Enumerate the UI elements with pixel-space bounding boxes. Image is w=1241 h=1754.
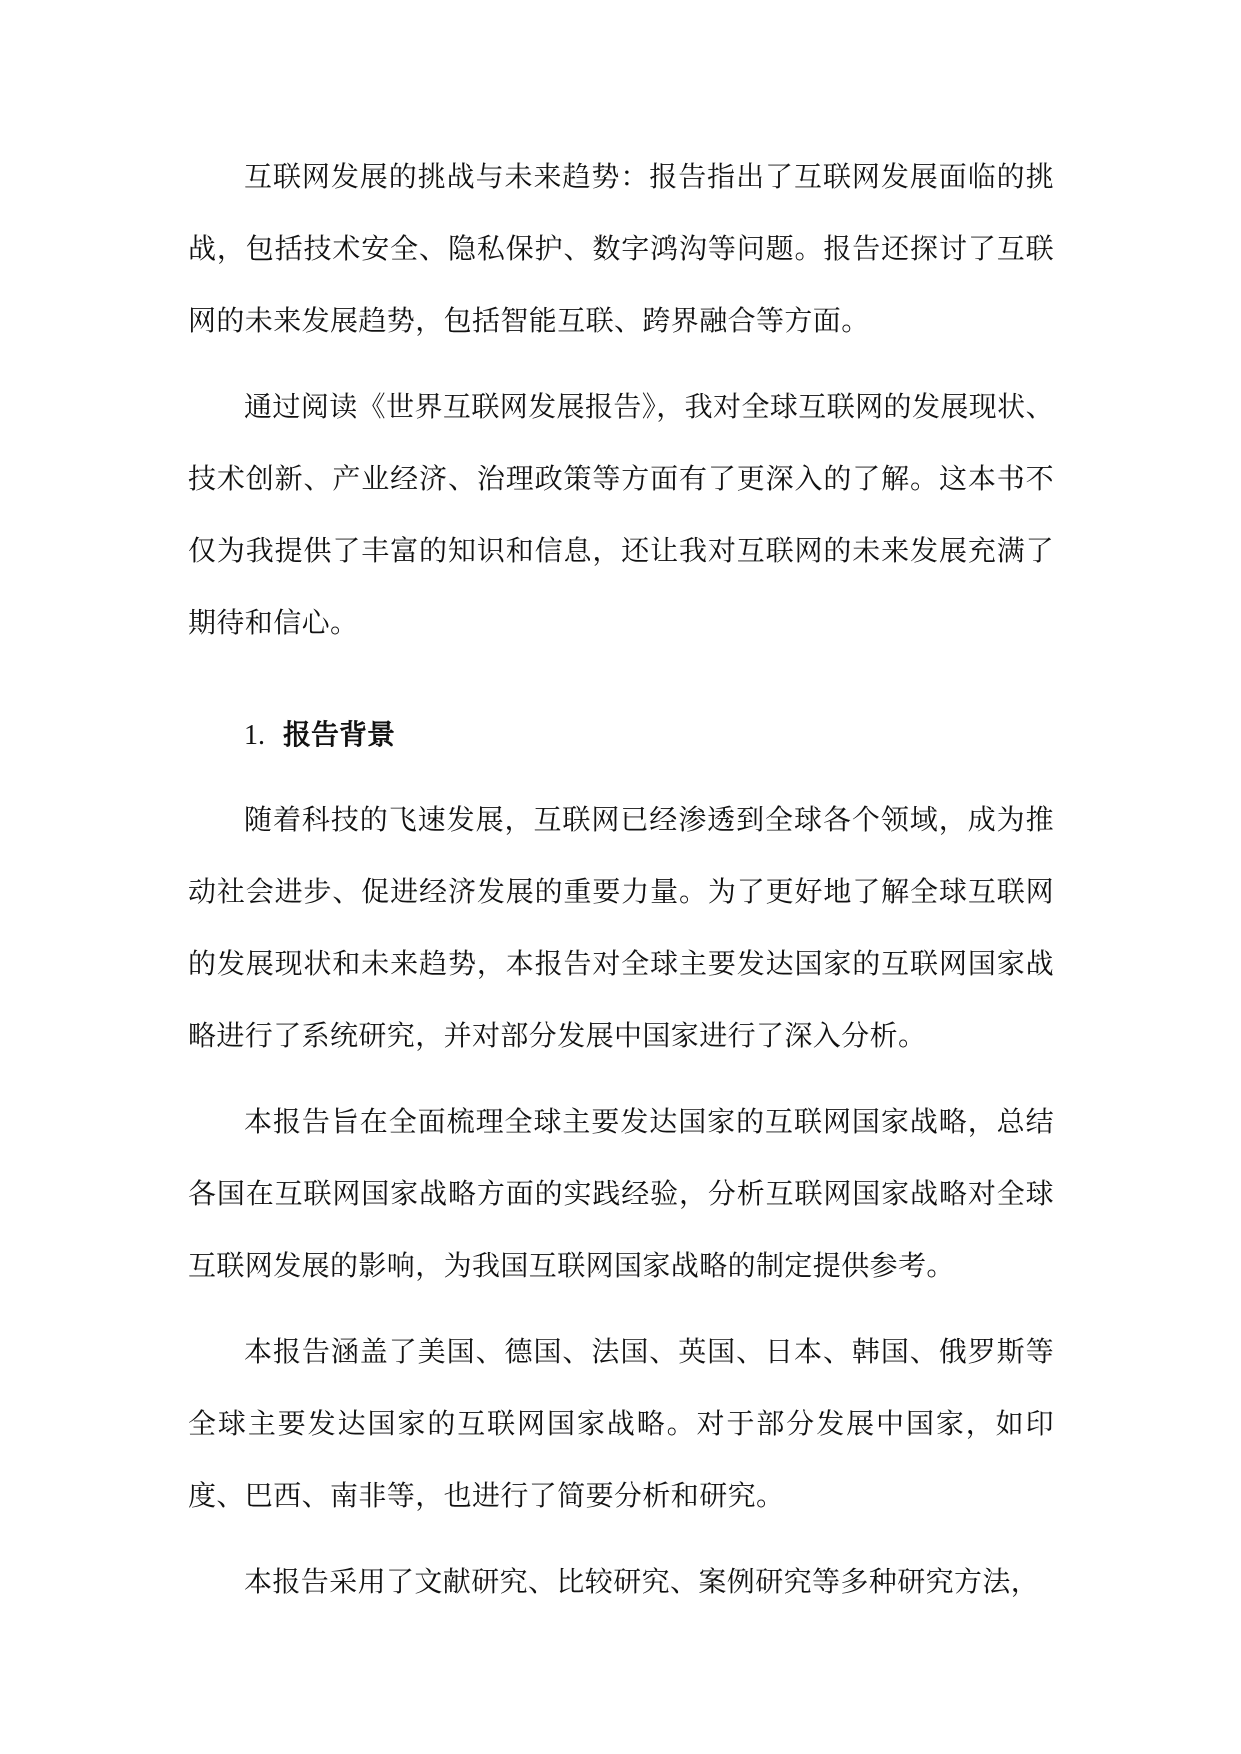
paragraph-research-methods: 本报告采用了文献研究、比较研究、案例研究等多种研究方法， bbox=[244, 1565, 1040, 1598]
document-body bbox=[188, 141, 1054, 1632]
paragraph-reading-reflection: 通过阅读《世界互联网发展报告》，我对全球互联网的发展现状、技术创新、产业经济、治理政策等方面有了更深入的了解。这本书不仅为我提供了丰富的知识和信息，还让我对互联网的未来发展充满了期待和信心。 bbox=[188, 390, 1054, 639]
section-title: 报告背景 bbox=[283, 718, 396, 751]
paragraph-report-scope: 本报告涵盖了美国、德国、法国、英国、日本、韩国、俄罗斯等全球主要发达国家的互联网国家战略。对于部分发展中国家，如印度、巴西、南非等，也进行了简要分析和研究。 bbox=[188, 1335, 1054, 1512]
paragraph-report-purpose: 本报告旨在全面梳理全球主要发达国家的互联网国家战略，总结各国在互联网国家战略方面的实践经验，分析互联网国家战略对全球互联网发展的影响，为我国互联网国家战略的制定提供参考。 bbox=[188, 1105, 1054, 1282]
section-heading bbox=[188, 699, 1054, 772]
paragraph-background-intro: 随着科技的飞速发展，互联网已经渗透到全球各个领域，成为推动社会进步、促进经济发展的重要力量。为了更好地了解全球互联网的发展现状和未来趋势，本报告对全球主要发达国家的互联网国家战略进行了系统研究，并对部分发展中国家进行了深入分析。 bbox=[188, 803, 1054, 1052]
paragraph-challenges-trends: 互联网发展的挑战与未来趋势：报告指出了互联网发展面临的挑战，包括技术安全、隐私保护、数字鸿沟等问题。报告还探讨了互联网的未来发展趋势，包括智能互联、跨界融合等方面。 bbox=[188, 160, 1054, 337]
section-number: 1. bbox=[244, 720, 265, 751]
